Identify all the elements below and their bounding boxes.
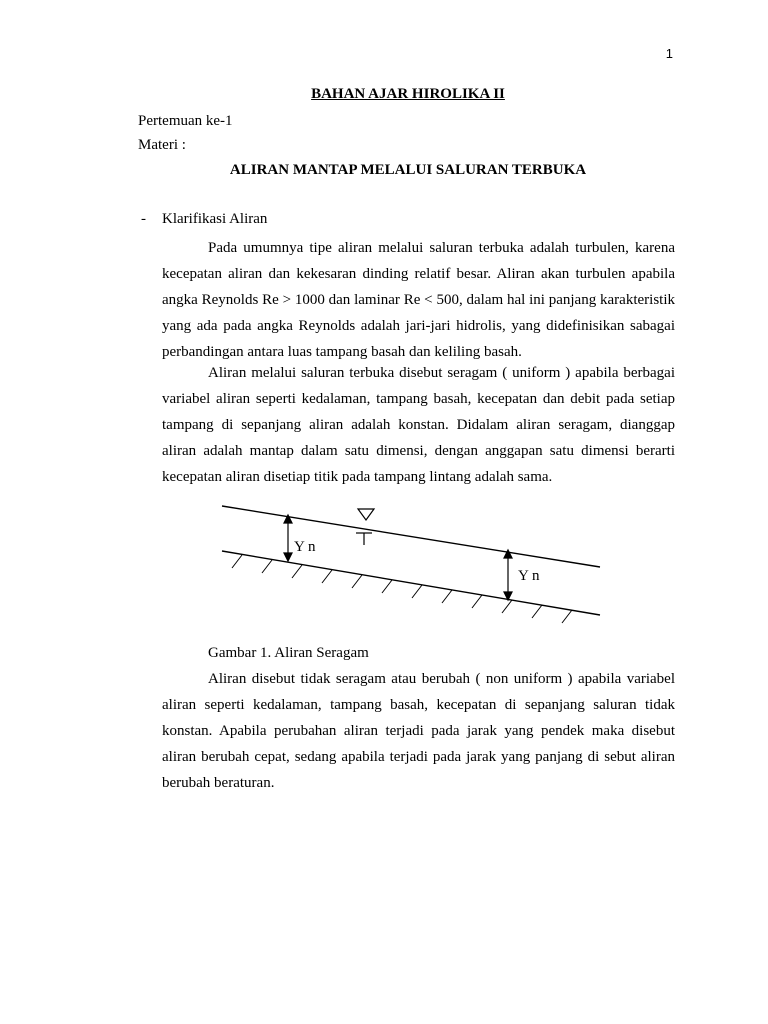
page-number: 1 xyxy=(665,46,673,61)
figure-uniform-flow xyxy=(220,500,610,645)
paragraph-non-uniform: Aliran disebut tidak seragam atau berubah ( non uniform ) apabila variabel aliran seperti kedalaman, tampang basah, kecepatan di sepanjang saluran tidak konstan. Apabila perubahan aliran terjadi pada jarak yang pendek maka disebut aliran berubah cepat, sedang apabila terjadi pada jarak yang panjang di sebut aliran berubah beraturan. xyxy=(162,671,675,791)
bullet-marker: - xyxy=(141,211,146,227)
right-depth-label: Y n xyxy=(518,568,540,584)
document-title: BAHAN AJAR HIROLIKA II xyxy=(311,86,505,102)
water-surface-symbol xyxy=(356,509,374,545)
bed-hatching xyxy=(232,555,572,623)
left-depth-label: Y n xyxy=(294,539,316,555)
bullet-label: Klarifikasi Aliran xyxy=(162,211,268,227)
meeting-line: Pertemuan ke-1 xyxy=(138,113,233,129)
section-title: ALIRAN MANTAP MELALUI SALURAN TERBUKA xyxy=(229,162,587,178)
left-depth-arrow xyxy=(284,515,292,561)
channel-bed-line xyxy=(222,551,600,615)
figure-caption: Gambar 1. Aliran Seragam xyxy=(208,645,369,661)
materi-line: Materi : xyxy=(138,137,186,153)
paragraph-turbulent: Pada umumnya tipe aliran melalui saluran terbuka adalah turbulen, karena kecepatan aliran dan kekesaran dinding relatif besar. Aliran akan turbulen apabila angka Reynolds Re > 1000 dan laminar Re < 500, dalam hal ini panjang karakteristik yang ada pada angka Reynolds adalah jari-jari hidrolis, yang didefinisikan sabagai perbandingan antara luas tampang basah dan keliling basah. xyxy=(162,240,675,360)
water-surface-line xyxy=(222,506,600,567)
figure-diagram xyxy=(220,500,610,640)
right-depth-arrow xyxy=(504,550,512,600)
paragraph-uniform: Aliran melalui saluran terbuka disebut seragam ( uniform ) apabila berbagai variabel aliran seperti kedalaman, tampang basah, kecepatan dan debit pada setiap tampang di sepanjang aliran adalah konstan. Didalam aliran seragam, dianggap aliran adalah mantap dalam satu dimensi, dengan anggapan satu dimensi berarti kecepatan aliran disetiap titik pada tampang lintang adalah sama. xyxy=(162,365,675,485)
